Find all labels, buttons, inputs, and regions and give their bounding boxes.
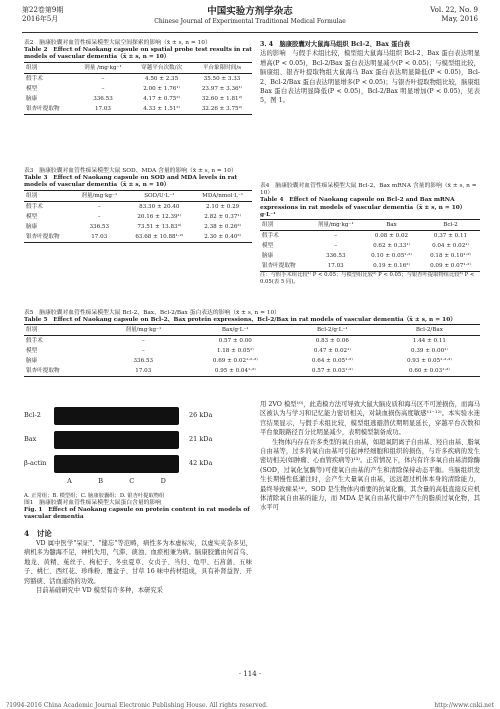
table-row (24, 232, 252, 243)
table-cell: 4.50 ± 2.35 (145, 75, 179, 82)
table4-block (260, 183, 480, 286)
section-3-4-heading: 3. 4 脑康胶囊对大鼠海马组织 Bcl-2、Bax 蛋白表 (260, 41, 410, 48)
table4 (260, 219, 480, 272)
lane-label: A (67, 477, 72, 485)
table-cell: 脑康 (262, 253, 274, 260)
vol-en: Vol. 22, No. 9 (430, 6, 478, 14)
table-header: SOD/U·L⁻¹ (125, 190, 193, 201)
band-kda-bax: 21 kDa (189, 435, 213, 443)
table-cell: – (97, 213, 101, 220)
table-cell: 0.18 ± 0.10¹·²⁾ (430, 253, 471, 260)
table-row (24, 84, 252, 94)
table-header: Bcl-2/g·L⁻¹ (286, 325, 379, 336)
table3-title-cn: 表3 脑康胶囊对血管性痴呆模型大鼠 SOD、MDA 含量的影响（x̄ ± s, n = 10） (24, 168, 237, 174)
table-cell: 1.18 ± 0.05¹⁾ (216, 348, 254, 355)
blot-band-bcl2 (54, 407, 179, 425)
table-cell: 0.57 ± 0.03¹·²⁾ (286, 366, 379, 377)
table5 (24, 324, 480, 377)
table-cell: 银杏叶提取物 (24, 104, 75, 115)
table2 (24, 62, 252, 115)
table-cell: 17.03 (309, 261, 362, 272)
lane-label: B (98, 477, 103, 485)
table-cell: 2.00 ± 1.76¹⁾ (143, 85, 180, 92)
footer-url: http://www.cnki.net (434, 702, 494, 709)
table5-block (24, 310, 480, 377)
figure1-caption-en: Fig. 1 Effect of Naokang capsule on protein content in rat models of vascular dementia (24, 507, 250, 521)
table-row (260, 231, 480, 242)
table-cell: 83.30 ± 20.40 (139, 203, 180, 210)
table-cell: 银杏叶提取物 (24, 366, 102, 377)
table-row (24, 94, 252, 104)
section-3-4 (260, 40, 480, 106)
date-en: May, 2016 (441, 15, 478, 23)
table5-title-en: Table 5 Effect of Naokang capsule on Bcl-2、Bax protein expressions、Bcl-2/Bax in rat models of vascular dementia（x̄ ± s, n = 10） (24, 317, 457, 324)
lane-label: C (129, 477, 135, 485)
table-cell: 假手术 (262, 233, 279, 240)
table-cell: 2.82 ± 0.37¹⁾ (204, 213, 242, 220)
table-cell: 17.03 (73, 232, 125, 243)
band-kda-bcl2: 26 kDa (189, 411, 213, 419)
section-3-4-body: 达的影响 与假手术组比较，模型组大鼠海马组织 Bcl-2、Bax 蛋白表达明显增高(P < 0.05)，Bcl-2/Bax 蛋白表达明显减少(P < 0.05)；与模型组比较，脑康组、银杏叶提取物组大鼠海马 Bax 蛋白表达明显降低(P < 0.05)，Bcl-2、Bcl-2/Bax 蛋白表达明显增多(P < 0.05)；与银杏叶提取物组比较，脑康组 Bax 蛋白表达明显降低(P < 0.05)，Bcl-2/Bax 明显增加(P < 0.05)，见表 5，图 1。 (260, 50, 480, 105)
table-header: Bcl-2/Bax (379, 325, 480, 336)
table-header: 剂量/mg·kg⁻¹ (73, 190, 125, 201)
table4-title-en: Table 4 Effect of Naokang capsule on Bcl-2 and Bax mRNA expressions in rat models of vascular dementia（x̄ ± s, n = 10）g·L⁻¹ (260, 197, 466, 218)
table-row (24, 201, 252, 212)
header-volume-en (430, 6, 478, 24)
table-header: Bcl-2 (421, 220, 480, 231)
table3-block (24, 168, 252, 243)
right-column-text (260, 400, 480, 513)
table-row (260, 261, 480, 272)
figure1-legend: A. 正常组；B. 模型组；C. 脑康胶囊组；D. 银杏叶提取物组 (24, 493, 165, 499)
table-cell: 336.53 (93, 95, 113, 102)
table-cell: – (334, 243, 338, 250)
running-header (22, 6, 478, 33)
table-cell: 0.57 ± 0.00 (218, 338, 252, 345)
table-cell: 模型 (26, 213, 38, 220)
table-cell: – (141, 338, 145, 345)
table-header: Bax/g·L⁻¹ (185, 325, 286, 336)
table-cell: 73.51 ± 13.83²⁾ (137, 223, 182, 230)
table-cell: 假手术 (26, 203, 43, 210)
table-cell: 2.38 ± 0.26²⁾ (204, 223, 242, 230)
discussion-paragraph: VD 属中医学"呆证"、"健忘"等范畴，病性多为本虚标实，以虚实夹杂多见，病机多为髓海不足，神机失用，气滞、痰浊、血瘀相兼为病。脑康胶囊由何首乌、地龙、黄精、菟丝子、枸杞子、冬虫夏草、女贞子、当归、龟甲、石菖蒲、五味子、桃仁、西红花、珍珠粉、覆盆子、甘草 16 味中药材组成，具有补肾益智、开窍豁痰、活血通络的功效。 (24, 540, 252, 585)
table-header: 剂量 /mg·kg⁻¹ (75, 62, 131, 73)
band-kda-beta-actin: 42 kDa (189, 459, 213, 467)
table-cell: 模型 (262, 243, 274, 250)
table-cell: 2.10 ± 0.29 (206, 203, 240, 210)
table-row (24, 366, 480, 377)
page-number: · 114 · (238, 670, 262, 678)
table-row (24, 356, 480, 366)
table-cell: 0.60 ± 0.03¹·²⁾ (379, 366, 480, 377)
table-cell: 336.53 (89, 223, 110, 230)
table-cell: 0.83 ± 0.06 (315, 338, 349, 345)
table-row (260, 241, 480, 251)
table-cell: 17.03 (102, 366, 185, 377)
table-cell: – (97, 203, 101, 210)
table-header: 组别 (24, 62, 75, 73)
table-header: 组别 (24, 325, 102, 336)
table4-note: 注：与假手术组比较¹⁾ P < 0.05；与模型组比较²⁾ P < 0.05；与银杏叶提取物组比较³⁾ P < 0.05(表 5 同)。 (260, 272, 475, 286)
table-cell: 4.17 ± 0.75²⁾ (143, 95, 180, 102)
table-cell: 0.09 ± 0.07¹·²⁾ (421, 261, 480, 272)
table-cell: 0.19 ± 0.16²⁾ (362, 261, 421, 272)
table-cell: – (101, 75, 105, 82)
table-header: 平台象限时间/s (192, 62, 252, 73)
discussion-paragraph: 目前基础研究中 VD 模型有许多种，本研究采 (36, 587, 163, 595)
table-cell: 假手术 (26, 338, 43, 345)
table-row (24, 212, 252, 222)
table-cell: 0.62 ± 0.33¹⁾ (373, 243, 410, 250)
table-cell: 脑康 (26, 223, 38, 230)
table3 (24, 190, 252, 243)
table-header: 剂量/mg·kg⁻¹ (102, 325, 185, 336)
table-row (24, 73, 252, 84)
table-cell: 脑康 (26, 358, 38, 365)
table-cell: 0.04 ± 0.02¹⁾ (432, 243, 469, 250)
table4-title-cn: 表4 脑康胶囊对血管性痴呆模型大鼠 Bcl-2、Bax mRNA 含量的影响（x̄ ± s, n = 10） (260, 183, 477, 197)
figure1-caption-block (24, 493, 252, 522)
table5-title-cn: 表5 脑康胶囊对血管性痴呆模型大鼠 Bcl-2、Bax、Bcl-2/Bax 蛋白表达的影响（x̄ ± s, n = 10） (24, 310, 280, 316)
date-cn: 2016年5月 (22, 15, 59, 23)
table-cell: 17.03 (75, 104, 131, 115)
table-header: 穿越平台次数/次 (131, 62, 192, 73)
table-header: 组别 (24, 190, 73, 201)
table-cell: – (334, 233, 338, 240)
table-cell: 0.08 ± 0.02 (374, 233, 409, 240)
table-cell: 模型 (26, 85, 38, 92)
table-header: 剂量/mg·kg⁻¹ (309, 220, 362, 231)
table-cell: 4.33 ± 1.51²⁾ (131, 104, 192, 115)
body-paragraph: 用 2VO 模型¹⁰⁾，此造模方法可导致大鼠大脑皮质和海马区不可逆损伤，而海马区被认为与学习和记忆能力密切相关，对缺血损伤高度敏感¹¹⁻¹²⁾。本实验水迷宫结果显示，与假手术组比较，模型组逃避潜伏期明显延长，穿越平台次数和平台象限路径百分比明显减少，表明模型制备成功。 (260, 401, 480, 437)
figure1-caption-cn: 图1 脑康胶囊对血管性痴呆模型大鼠蛋白含量的影响 (24, 500, 162, 506)
table-cell: 336.53 (133, 358, 154, 365)
western-blot-figure (24, 405, 252, 497)
table-cell: 0.93 ± 0.05¹·²·³⁾ (406, 358, 452, 365)
discussion-heading: 4 讨论 (24, 529, 52, 538)
table-cell: – (141, 348, 145, 355)
band-label-bcl2: Bcl-2 (24, 411, 41, 419)
lane-labels (54, 477, 179, 485)
table2-title-cn: 表2 脑康胶囊对血管性痴呆模型大鼠空间探索的影响（x̄ ± s, n = 10） (24, 40, 211, 46)
table-header: Bax (362, 220, 421, 231)
table-cell: 20.16 ± 12.39¹⁾ (137, 213, 182, 220)
header-journal (22, 6, 478, 26)
journal-title-cn: 中国实验方剂学杂志 (207, 6, 293, 17)
table-cell: – (101, 85, 105, 92)
table-cell: 0.37 ± 0.11 (433, 233, 468, 240)
journal-title-en: Chinese Journal of Experimental Traditional Medical Formulae (154, 18, 346, 25)
band-label-bax: Bax (24, 435, 37, 443)
table-cell: 0.47 ± 0.02¹⁾ (313, 348, 351, 355)
table-row (260, 251, 480, 261)
table-row (24, 104, 252, 115)
table-cell: 32.60 ± 1.81²⁾ (201, 95, 243, 102)
vol-cn: 第22卷第9期 (22, 6, 64, 14)
table-cell: 0.69 ± 0.02¹·²·³⁾ (212, 358, 258, 365)
table-cell: 模型 (26, 348, 38, 355)
table-cell: 2.30 ± 0.40²⁾ (193, 232, 252, 243)
blot-band-bax (54, 431, 179, 449)
lane-label: D (160, 477, 166, 485)
table-cell: 银杏叶提取物 (260, 261, 309, 272)
table-header: 组别 (260, 220, 309, 231)
table-cell: 63.68 ± 10.88¹·²⁾ (125, 232, 193, 243)
table-cell: 0.10 ± 0.05¹·²⁾ (371, 253, 412, 260)
band-label-beta-actin: β-actin (24, 459, 47, 467)
table2-title-en: Table 2 Effect of Naokang capsule on spatial probe test results in rat models of vascular dementia（x̄ ± s, n = 10） (24, 47, 252, 61)
table-row (24, 336, 480, 347)
table-cell: 23.97 ± 3.36¹⁾ (201, 85, 243, 92)
table-cell: 银杏叶提取物 (24, 232, 73, 243)
table3-title-en: Table 3 Effect of Naokang capsule on SOD and MDA levels in rat models of vascular dementia（x̄ ± s, n = 10） (24, 175, 238, 189)
table-row (24, 346, 480, 356)
table-cell: 32.26 ± 3.75²⁾ (192, 104, 252, 115)
table-cell: 35.50 ± 3.33 (203, 75, 241, 82)
table-cell: 0.64 ± 0.05¹·²⁾ (311, 358, 353, 365)
table-row (24, 222, 252, 232)
discussion-section (24, 528, 252, 595)
table-header: MDA/nmol·L⁻¹ (193, 190, 252, 201)
table-cell: 假手术 (26, 75, 43, 82)
table-cell: 0.95 ± 0.04¹·²⁾ (185, 366, 286, 377)
table-cell: 336.53 (325, 253, 346, 260)
table-cell: 1.44 ± 0.11 (412, 338, 446, 345)
blot-band-beta-actin (54, 455, 179, 473)
body-paragraph: 生物体内存在许多类型的氧自由基，如超氧阴离子自由基、羟自由基、脂氧自由基等，过多的氧自由基可引起神经细胞和组织的损伤，与许多疾病的发生密切相关(如肿瘤、心血管疾病等)¹³⁾。正常情况下，体内有许多氧自由基清除酶(SOD，过氧化氢酶等)可使氧自由基的产生和清除保持动态平衡。当脑组织发生长期慢性低灌注时，会产生大量氧自由基，远远超过机体本身的清除能力，最终导致痴呆¹⁴⁾。SOD 是生物体内重要的抗氧化酶，其含量的高低直接反应机体清除氧自由基的能力，而 MDA 是氧自由基代谢中产生的脂质过氧化物，其水平可 (260, 438, 480, 512)
table-cell: 脑康 (26, 95, 38, 102)
copyright-notice: ?1994-2016 China Academic Journal Electronic Publishing House. All rights reserved. (6, 702, 268, 709)
table2-block (24, 40, 252, 115)
table-cell: 0.39 ± 0.00¹⁾ (410, 348, 448, 355)
